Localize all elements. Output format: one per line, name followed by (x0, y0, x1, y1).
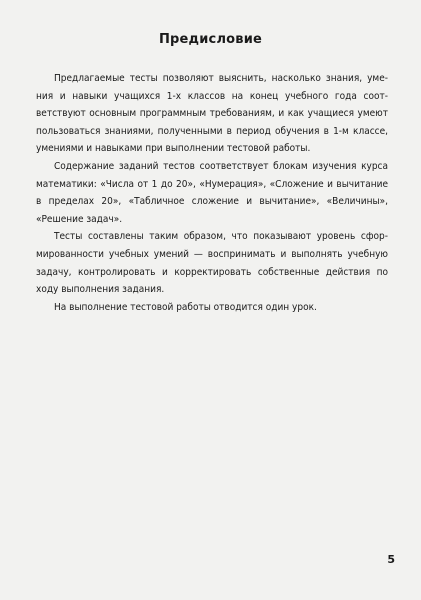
paragraph-1: Предлагаемые тесты позволяют выяснить, насколько знания, умения и навыки учащихся 1-х классов на конец учебного года соответствуют основным программным требованиям, и как учащиеся умеют пользоваться знаниями, полученными в период обучения в 1-м классе, умениями и навыками при выполнении тестовой работы. (36, 73, 388, 155)
preface-body (36, 70, 388, 316)
paragraph-2: Содержание заданий тестов соответствует блокам изучения курса математики: «Числа от 1 до 20», «Нумерация», «Сложение и вычитание в пределах 20», «Табличное сложение и вычитание», «Величины», «Решение задач». (36, 160, 388, 225)
paragraph-3: Тесты составлены таким образом, что показывают уровень сформированности учебных умений — воспринимать и выполнять учебную задачу, контролировать и корректировать собственные действия по ходу выполнения задания. (36, 231, 388, 296)
paragraph-4: На выполнение тестовой работы отводится один урок. (54, 301, 317, 313)
page-title: Предисловие (158, 32, 263, 47)
page-number: 5 (387, 553, 395, 566)
